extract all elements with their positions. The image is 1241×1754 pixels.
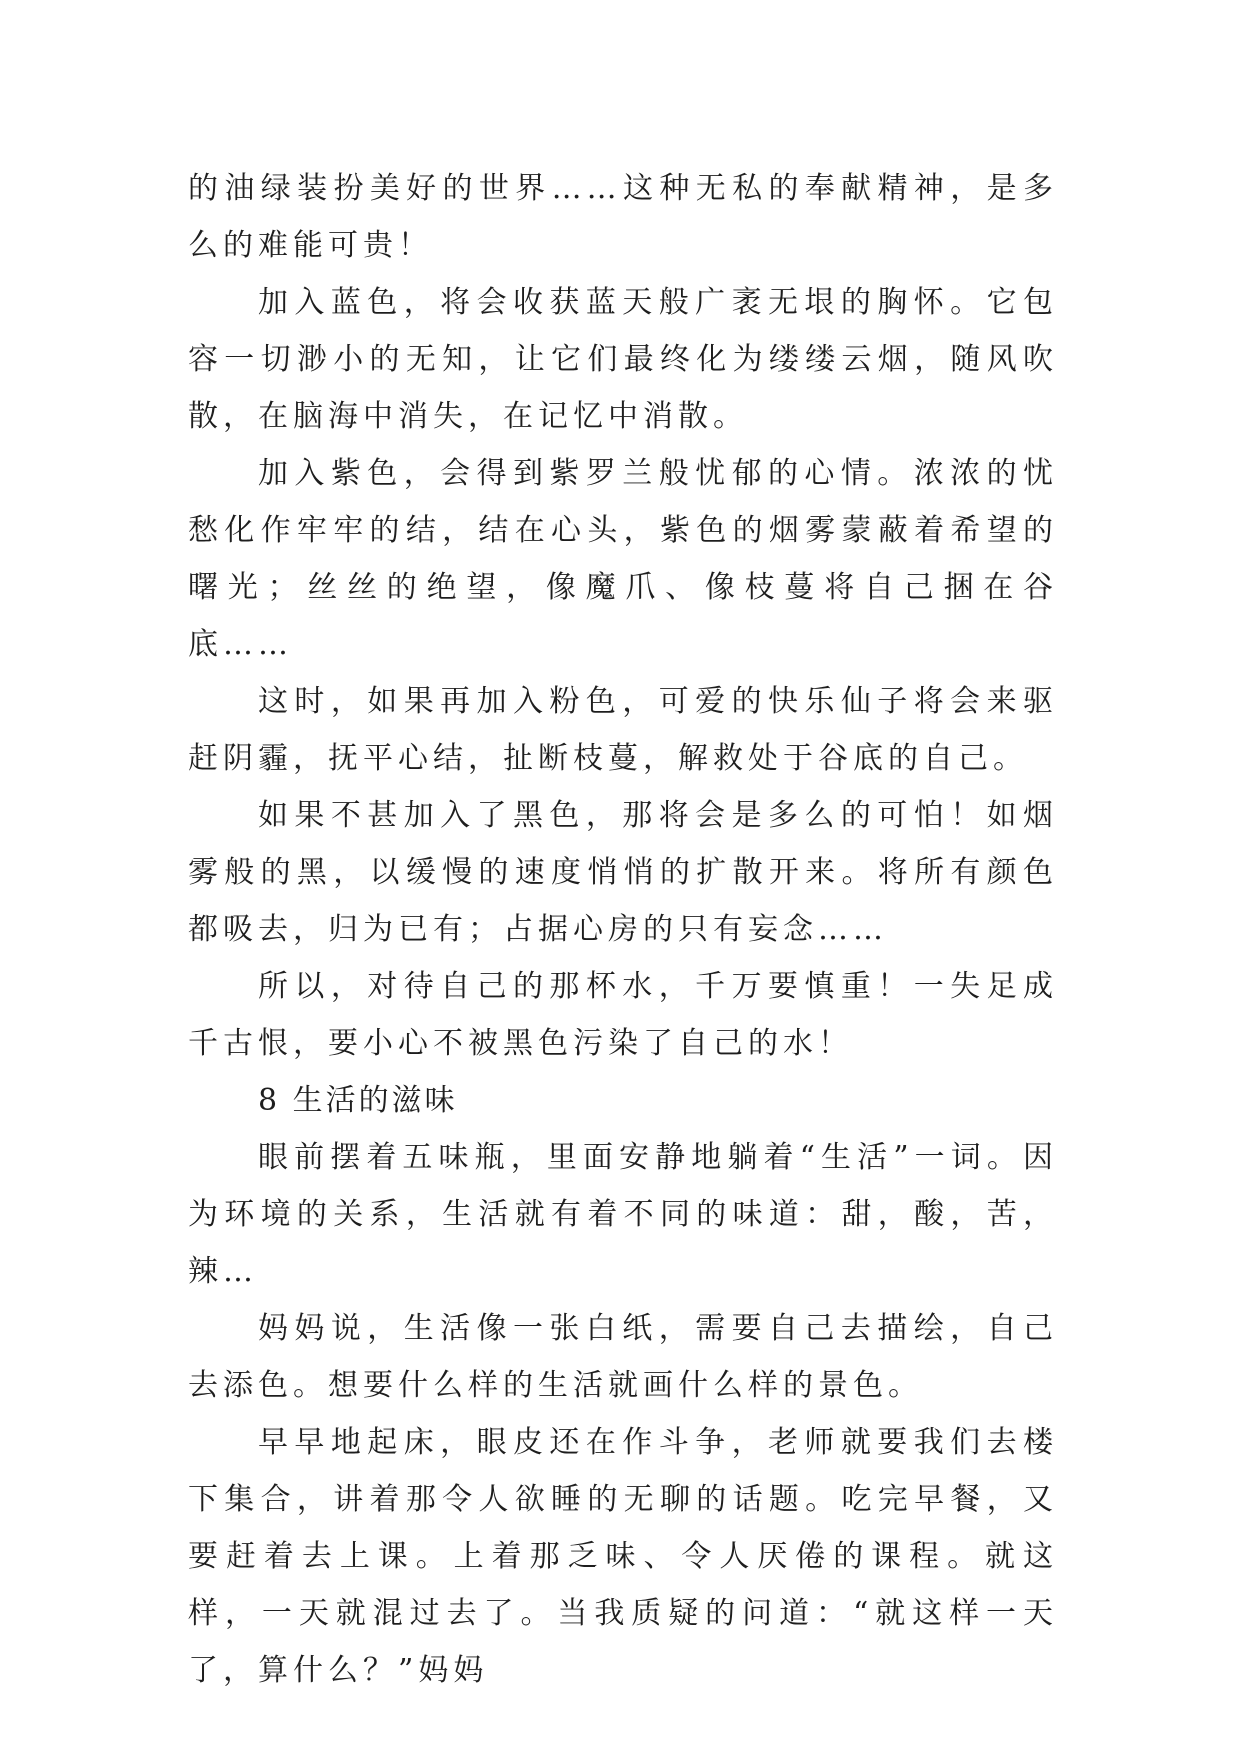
paragraph-conclusion: 所以，对待自己的那杯水，千万要慎重！一失足成千古恨，要小心不被黑色污染了自己的水！ [188, 969, 1058, 1061]
paragraph-black: 如果不甚加入了黑色，那将会是多么的可怕！如烟雾般的黑，以缓慢的速度悄悄的扩散开来。将所有颜色都吸去，归为已有；占据心房的只有妄念…… [188, 798, 1058, 947]
paragraph-five-flavors: 眼前摆着五味瓶，里面安静地躺着“生活”一词。因为环境的关系，生活就有着不同的味道：甜，酸，苦，辣… [188, 1140, 1058, 1289]
paragraph-blue: 加入蓝色，将会收获蓝天般广袤无垠的胸怀。它包容一切渺小的无知，让它们最终化为缕缕云烟，随风吹散，在脑海中消失，在记忆中消散。 [188, 285, 1058, 434]
body-text [188, 160, 1058, 1699]
paragraph-mother-says: 妈妈说，生活像一张白纸，需要自己去描绘，自己去添色。想要什么样的生活就画什么样的景色。 [188, 1311, 1058, 1403]
paragraph-purple: 加入紫色，会得到紫罗兰般忧郁的心情。浓浓的忧愁化作牢牢的结，结在心头，紫色的烟雾蒙蔽着希望的曙光；丝丝的绝望，像魔爪、像枝蔓将自己捆在谷底…… [188, 456, 1058, 662]
section-heading: 8 生活的滋味 [258, 1083, 458, 1118]
paragraph-continuation: 的油绿装扮美好的世界……这种无私的奉献精神，是多么的难能可贵！ [188, 171, 1058, 263]
paragraph-morning: 早早地起床，眼皮还在作斗争，老师就要我们去楼下集合，讲着那令人欲睡的无聊的话题。吃完早餐，又要赶着去上课。上着那乏味、令人厌倦的课程。就这样，一天就混过去了。当我质疑的问道：“就这样一天了，算什么？”妈妈 [188, 1425, 1058, 1688]
paragraph-pink: 这时，如果再加入粉色，可爱的快乐仙子将会来驱赶阴霾，抚平心结，扯断枝蔓，解救处于谷底的自己。 [188, 684, 1058, 776]
